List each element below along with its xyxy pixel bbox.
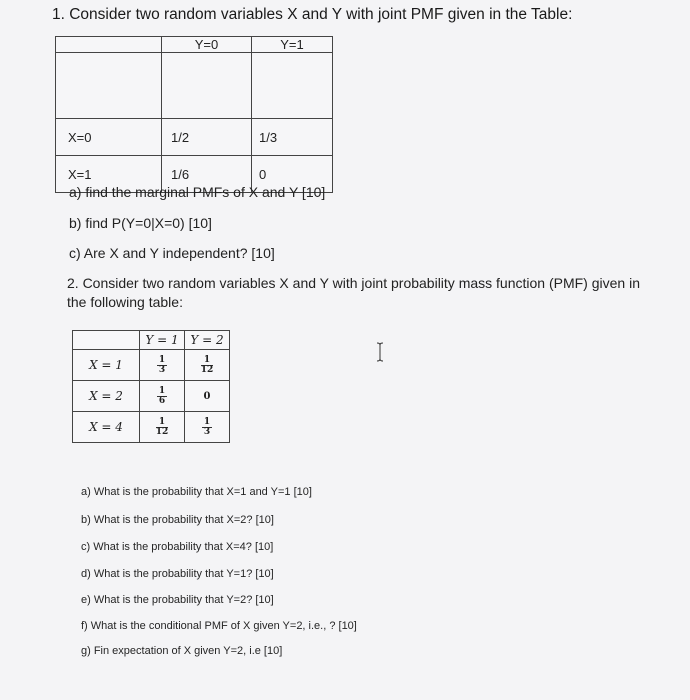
table1-row-label: X=1 [56, 156, 162, 193]
text-cursor-icon [375, 342, 385, 362]
table1-cell: 1/6 [162, 156, 252, 193]
table1-col-header: Y=0 [162, 37, 252, 53]
fraction: $\frac{1}{12}$ [155, 416, 169, 437]
problem2-question-b: b) What is the probability that X=2? [10] [81, 514, 274, 526]
problem2-question-f: f) What is the conditional PMF of X given Y=2, i.e., ? [10] [81, 620, 357, 632]
table2-col-header: Y = 2 [185, 331, 230, 350]
problem2-question-c: c) What is the probability that X=4? [10] [81, 541, 274, 553]
table2-cell [140, 381, 185, 412]
problem2-title-line1: 2. Consider two random variables X and Y with joint probability mass function (PMF) given in [67, 275, 640, 291]
table1-cell: 1/3 [252, 119, 333, 156]
table1-col-header: Y=1 [252, 37, 333, 53]
table2-cell [185, 412, 230, 443]
joint-pmf-table-2 [72, 330, 230, 443]
problem2-question-e: e) What is the probability that Y=2? [10] [81, 594, 274, 606]
table2-row-label: X = 4 [73, 412, 140, 443]
table1-row-label: X=0 [56, 119, 162, 156]
table2-col-header: Y = 1 [140, 331, 185, 350]
table1-cell: 1/2 [162, 119, 252, 156]
problem2-question-g: g) Fin expectation of X given Y=2, i.e [10] [81, 645, 283, 657]
problem1-title: 1. Consider two random variables X and Y with joint PMF given in the Table: [52, 6, 573, 23]
table2-row-label: X = 2 [73, 381, 140, 412]
table1-corner [56, 37, 162, 53]
problem2-question-d: d) What is the probability that Y=1? [10] [81, 568, 274, 580]
problem2-title-line2: the following table: [67, 294, 183, 310]
table2-corner [73, 331, 140, 350]
table2-cell [140, 350, 185, 381]
table2-cell: 0 [185, 381, 230, 412]
problem1-question-c: c) Are X and Y independent? [10] [69, 245, 275, 261]
problem1-question-b: b) find P(Y=0|X=0) [10] [69, 215, 212, 231]
table2-row-label: X = 1 [73, 350, 140, 381]
table2-cell [185, 350, 230, 381]
table2-cell [140, 412, 185, 443]
fraction: $\frac{1}{6}$ [158, 385, 166, 406]
table1-empty-cell [252, 53, 333, 119]
table1-empty-cell [56, 53, 162, 119]
problem2-question-a: a) What is the probability that X=1 and Y=1 [10] [81, 486, 312, 498]
table1-cell: 0 [252, 156, 333, 193]
problem1-question-a: a) find the marginal PMFs of X and Y [10] [69, 184, 326, 200]
table1-empty-cell [162, 53, 252, 119]
fraction: $\frac{1}{3}$ [158, 354, 166, 375]
fraction: $\frac{1}{3}$ [203, 416, 211, 437]
joint-pmf-table-1 [55, 36, 333, 193]
fraction: $\frac{1}{12}$ [200, 354, 214, 375]
